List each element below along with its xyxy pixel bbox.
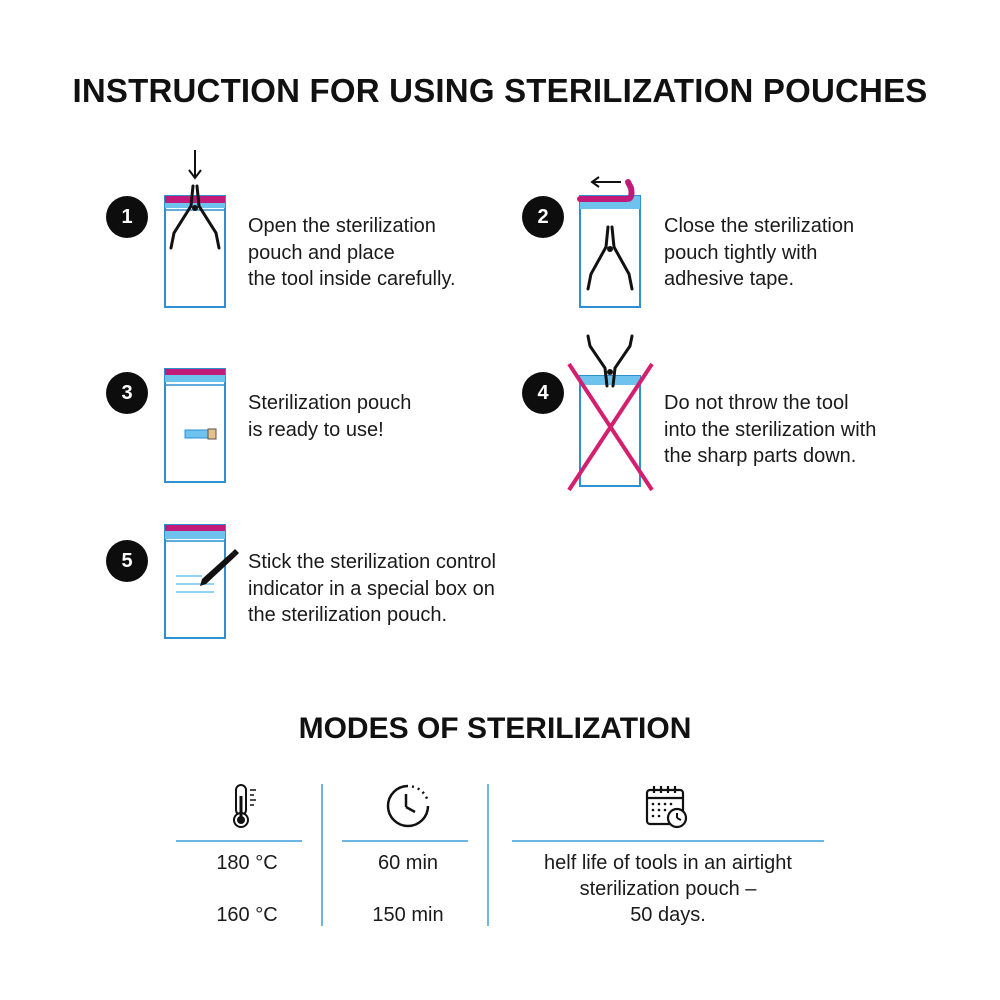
pouch-indicator-pen-illustration: [160, 522, 242, 642]
step-5-text: Stick the sterilization control indicator in a special box on the sterilization pouch.: [248, 551, 496, 626]
column-separator: [487, 784, 489, 926]
step-1-text: Open the sterilization pouch and place the tool inside carefully.: [248, 215, 456, 290]
shelf-life-text: helf life of tools in an airtight sterilization pouch – 50 days.: [544, 852, 792, 926]
calendar-clock-icon: [644, 784, 690, 830]
step-number-badge: 1: [106, 196, 148, 238]
shelf-life-divider: [512, 840, 824, 842]
modes-title: MODES OF STERILIZATION: [298, 712, 692, 745]
temperature-value: 180 °C: [216, 852, 278, 874]
thermometer-icon: [226, 782, 258, 830]
ready-pouch-illustration: [160, 366, 232, 486]
step-number-badge: 5: [106, 540, 148, 582]
open-pouch-with-nippers-illustration: [160, 148, 232, 310]
time-divider: [342, 840, 468, 842]
step-2-text: Close the sterilization pouch tightly with adhesive tape.: [664, 215, 855, 290]
temperature-divider: [176, 840, 302, 842]
time-value: 150 min: [372, 904, 444, 926]
temperature-value: 160 °C: [216, 904, 278, 926]
clock-icon: [384, 784, 432, 828]
step-number-badge: 4: [522, 372, 564, 414]
step-number-badge: 3: [106, 372, 148, 414]
page-title: INSTRUCTION FOR USING STERILIZATION POUCHES: [72, 72, 928, 109]
step-4-text: Do not throw the tool into the sterilization with the sharp parts down.: [664, 392, 877, 467]
step-number-badge: 2: [522, 196, 564, 238]
time-value: 60 min: [377, 852, 439, 874]
step-3-text: Sterilization pouch is ready to use!: [248, 392, 412, 441]
column-separator: [321, 784, 323, 926]
wrong-placement-crossed-illustration: [566, 334, 658, 494]
close-pouch-with-tape-illustration: [575, 172, 647, 312]
